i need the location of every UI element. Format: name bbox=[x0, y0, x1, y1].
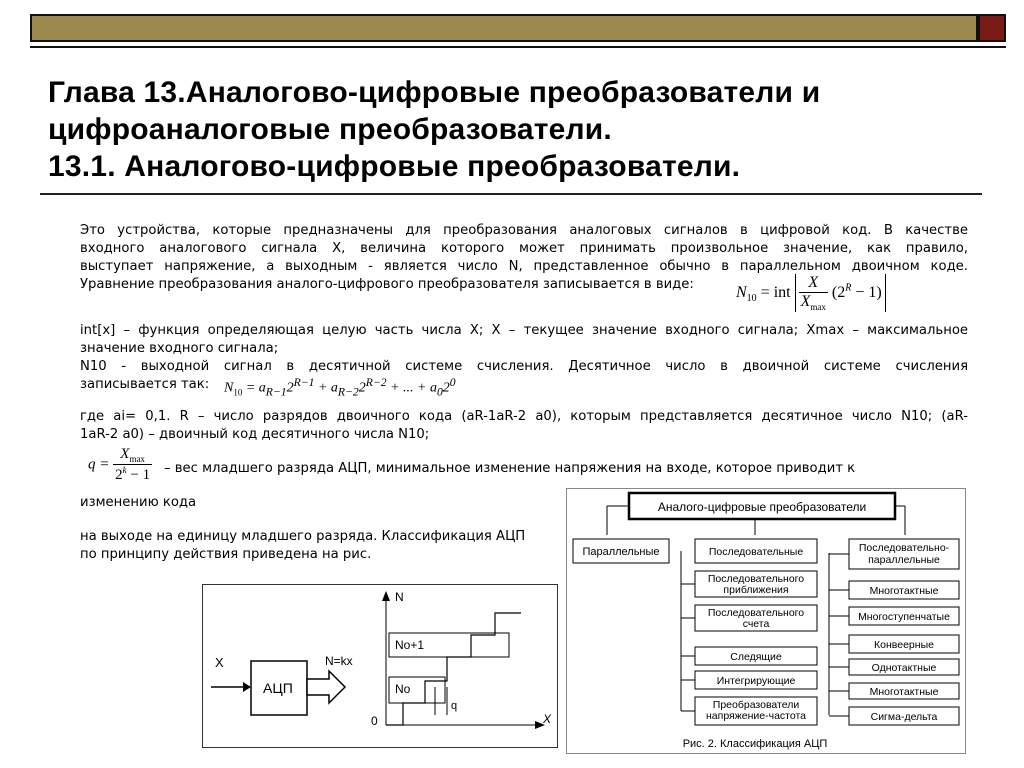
header-bar bbox=[30, 14, 978, 42]
title-line-3: 13.1. Аналогово-цифровые преобразователи. bbox=[48, 150, 741, 183]
formula-int: = int bbox=[760, 283, 791, 301]
classification-title: Аналого-цифровые преобразователи bbox=[657, 500, 867, 514]
text-line: int[x] – функция определяющая целую часть числа Х; Х – текущее значение входного сигнала; Xmax – максимальное bbox=[80, 323, 968, 338]
formula-q: q = bbox=[88, 456, 110, 473]
node-label: Сигма-дельта bbox=[870, 711, 938, 723]
title-divider bbox=[40, 193, 982, 195]
formula-numerator: X bbox=[799, 274, 828, 293]
formula-minus: − 1 bbox=[855, 283, 877, 301]
text-line: 1aR-2 a0) – двоичный код десятичного числа N10; bbox=[80, 427, 430, 442]
output-label: N=kx bbox=[325, 654, 353, 668]
column-sequential bbox=[681, 539, 817, 725]
text-line: Уравнение преобразования аналого-цифрового преобразователя записывается в виде: bbox=[80, 277, 694, 292]
node-label: Многотактные bbox=[869, 686, 939, 698]
formula-den-sub: max bbox=[810, 302, 826, 313]
node-label: Многоступенчатые bbox=[858, 611, 950, 623]
node-label: параллельные bbox=[868, 554, 940, 566]
column-series-parallel bbox=[829, 539, 959, 725]
node-label: Однотактные bbox=[871, 662, 937, 674]
header-underline bbox=[30, 46, 1006, 48]
input-label: X bbox=[215, 655, 224, 670]
formula-base: 2 bbox=[837, 283, 846, 301]
text-line: значение входного сигнала; bbox=[80, 341, 279, 356]
node-label: Последовательного bbox=[707, 607, 805, 619]
text-line: на выходе на единицу младшего разряда. Классификация АЦП bbox=[80, 529, 526, 544]
adc-diagram bbox=[203, 585, 557, 747]
formula-den-var: X bbox=[800, 293, 811, 310]
q-label: q bbox=[451, 700, 458, 712]
text-line: где ai= 0,1. R – число разрядов двоичного кода (aR-1aR-2 a0), которым представляется десятичное число N10; (aR- bbox=[80, 409, 968, 424]
text-code-change: изменению кода bbox=[80, 495, 197, 510]
formula-binary-expansion: $N_{10} = a_{R-1}2^{R-1} + a_{R-2}2^{R-2}$ + ... + $a_02^0$ bbox=[224, 376, 456, 399]
formula-fraction bbox=[113, 446, 152, 484]
text-line: по принципу действия приведена на рис. bbox=[80, 547, 372, 562]
formula-adc-equation bbox=[736, 274, 886, 312]
text-line: Это устройства, которые предназначены для преобразования аналоговых сигналов в цифровой код. В качестве bbox=[80, 223, 968, 238]
input-arrowhead bbox=[243, 682, 251, 692]
text-quantum-desc: – вес младшего разряда АЦП, минимальное изменение напряжения на входе, которое приводит к bbox=[164, 461, 856, 476]
level-low-label: No bbox=[395, 682, 411, 696]
y-axis-label: N bbox=[395, 590, 404, 604]
formula-subscript: 10 bbox=[746, 292, 757, 304]
formula-paren: $(2^R - 1)$ bbox=[831, 282, 882, 301]
formula-den-minus: − 1 bbox=[130, 467, 151, 483]
y-axis-arrowhead bbox=[382, 591, 390, 601]
node-label: счета bbox=[742, 618, 770, 630]
node-label: Многотактные bbox=[869, 585, 939, 597]
text-line: выступает напряжение, а выходным - является число N, представленное обычно в параллельном двоичном коде. bbox=[80, 259, 968, 274]
formula-den-exp: k bbox=[122, 465, 127, 475]
paragraph-binary-code bbox=[80, 408, 968, 444]
text-line: N10 - выходной сигнал в десятичной системе счисления. Десятичное число в двоичной системе счисления bbox=[80, 359, 968, 374]
formula-bracket bbox=[795, 274, 886, 312]
title-line-2: цифроаналоговые преобразователи. bbox=[48, 113, 612, 146]
text-line: записывается так: bbox=[80, 377, 210, 392]
formula-lhs: N bbox=[736, 283, 747, 301]
formula-quantum bbox=[88, 446, 152, 484]
node-label: напряжение-частота bbox=[706, 710, 806, 722]
figure-adc-classification bbox=[566, 488, 966, 754]
x-axis-label: X bbox=[543, 712, 552, 726]
adc-block-label: АЦП bbox=[263, 680, 293, 696]
node-label: Последовательно- bbox=[858, 542, 950, 554]
node-label: Последовательного bbox=[707, 573, 805, 585]
paragraph-definitions bbox=[80, 322, 968, 394]
formula-fraction bbox=[799, 274, 828, 312]
node-parallel-label: Параллельные bbox=[582, 546, 660, 558]
node-label: приближения bbox=[723, 584, 789, 596]
formula-exp: R bbox=[845, 282, 852, 294]
classification-diagram bbox=[567, 489, 965, 753]
origin-label: 0 bbox=[371, 714, 378, 728]
paragraph-classification bbox=[80, 528, 560, 564]
formula-num-sub: max bbox=[129, 454, 145, 464]
formula-denominator bbox=[113, 465, 152, 484]
output-arrow bbox=[307, 671, 345, 703]
node-label: Последовательные bbox=[708, 546, 804, 558]
node-label: Конвеерные bbox=[874, 639, 934, 651]
formula-numerator bbox=[113, 446, 152, 465]
figure-caption: Рис. 2. Классификация АЦП bbox=[682, 738, 828, 750]
level-high-label: No+1 bbox=[395, 638, 425, 652]
node-label: Следящие bbox=[730, 651, 782, 663]
node-label: Преобразователи bbox=[712, 699, 800, 711]
header-accent-square bbox=[978, 14, 1006, 42]
figure-adc-characteristic bbox=[202, 584, 558, 748]
page-title bbox=[48, 74, 988, 185]
node-label: Интегрирующие bbox=[716, 675, 796, 687]
text-line: входного аналогового сигнала X, величина которого может принимать произвольное значение, как правило, bbox=[80, 241, 968, 256]
formula-den-base: 2 bbox=[115, 467, 123, 483]
formula-num-var: X bbox=[120, 446, 130, 462]
title-line-1: Глава 13.Аналогово-цифровые преобразователи и bbox=[48, 76, 821, 109]
formula-denominator bbox=[799, 293, 828, 312]
